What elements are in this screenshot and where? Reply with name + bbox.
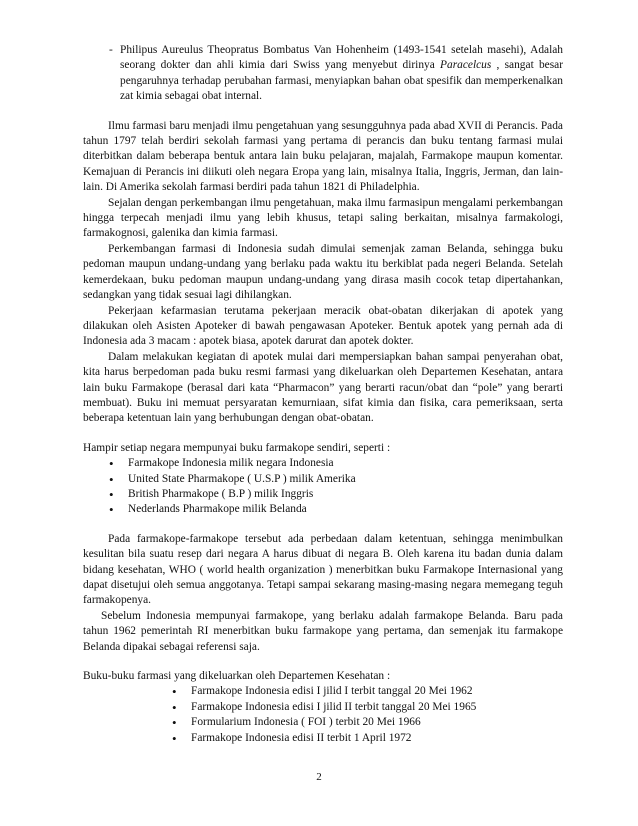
paragraph-pharmacopoeia: Dalam melakukan kegiatan di apotek mulai dari mempersiapkan bahan sampai penyerahan obat, kita harus berpedoman pada buku resmi farmasi yang dikeluarkan oleh Departemen Kesehatan, antara lain buku Farmakope (berasal dari kata “Pharmacon” yang berarti racun/obat dan “pole” yang berarti membuat). Buku ini memuat persyaratan kemurniaan, sifat kimia dan fisika, cara pemeriksaan, serta beberapa ketentuan lain yang berhubungan dengan obat-obatan. xyxy=(83,350,563,425)
paragraph-depkes-intro: Buku-buku farmasi yang dikeluarkan oleh Departemen Kesehatan : xyxy=(83,670,391,683)
paragraph-countries-intro: Hampir setiap negara mempunyai buku farmakope sendiri, seperti : xyxy=(83,441,391,454)
dash-marker: - xyxy=(109,44,113,56)
depkes-book-list xyxy=(83,684,563,746)
country-pharmacopoeia-list xyxy=(83,456,563,518)
paragraph-dutch-pharmacopoeia: Sebelum Indonesia mempunyai farmakope, yang berlaku adalah farmakope Belanda. Baru pada tahun 1962 pemerintah RI menerbitkan buku farmakope yang pertama, dan semenjak itu farmakope Belanda dipakai sebagai referensi saja. xyxy=(83,609,563,653)
page-content xyxy=(83,43,563,746)
list-item: • Farmakope Indonesia edisi I jilid I terbit tanggal 20 Mei 1962 xyxy=(83,684,563,699)
list-item: • British Pharmakope ( B.P ) milik Inggris xyxy=(83,487,563,502)
paragraph-history-france: Ilmu farmasi baru menjadi ilmu pengetahuan yang sesungguhnya pada abad XVII di Perancis. Pada tahun 1797 telah berdiri sekolah farmasi yang pertama di perancis dan buku tentang farmasi mulai diterbitkan dalam beberapa bentuk antara lain buku pelajaran, majalah, Farmakope maupun komentar. Kemajuan di Perancis ini diikuti oleh negara Eropa yang lain, misalnya Italia, Inggris, Jerman, dan lain-lain. Di Amerika sekolah farmasi berdiri pada tahun 1821 di Philadelphia. xyxy=(83,119,563,194)
list-item: • Farmakope Indonesia edisi I jilid II terbit tanggal 20 Mei 1965 xyxy=(83,700,563,715)
paracelsus-item xyxy=(83,43,563,105)
paragraph-pharmacy-work: Pekerjaan kefarmasian terutama pekerjaan meracik obat-obatan dikerjakan di apotek yang dilakukan oleh Asisten Apoteker di bawah pengawasan Apoteker. Bentuk apotek yang pernah ada di Indonesia ada 3 macam : apotek biasa, apotek darurat dan apotek dokter. xyxy=(83,304,563,348)
list-item: • Farmakope Indonesia edisi II terbit 1 April 1972 xyxy=(83,731,563,746)
paragraph-indonesia: Perkembangan farmasi di Indonesia sudah dimulai semenjak zaman Belanda, sehingga buku pedoman maupun undang-undang yang berlaku pada waktu itu berkiblat pada negeri Belanda. Setelah kemerdekaan, buku pedoman maupun undang-undang yang dirasa masih cocok tetap dipertahankan, sedangkan yang tidak sesuai lagi dihilangkan. xyxy=(83,242,563,302)
list-item: • Farmakope Indonesia milik negara Indonesia xyxy=(83,456,563,471)
paragraph-who: Pada farmakope-farmakope tersebut ada perbedaan dalam ketentuan, sehingga menimbulkan kesulitan bila suatu resep dari negara A harus dibuat di negara B. Oleh karena itu badan dunia dalam bidang kesehatan, WHO ( world health organization ) menerbitkan buku Farmakope Internasional yang dapat disetujui oleh semua anggotanya. Tetapi sampai sekarang masing-masing negara memegang teguh farmakopenya. xyxy=(83,532,563,607)
paragraph-development: Sejalan dengan perkembangan ilmu pengetahuan, maka ilmu farmasipun mengalami perkembangan hingga terpecah menjadi ilmu yang lebih khusus, tetapi saling berkaitan, misalnya farmakologi, farmakognosi, galenika dan kimia farmasi. xyxy=(83,196,563,240)
paracelsus-text: Philipus Aureulus Theopratus Bombatus Van Hohenheim (1493-1541 setelah masehi), Adalah seorang dokter dan ahli kimia dari Swiss yang menyebut dirinya xyxy=(120,44,563,72)
page-number: 2 xyxy=(316,771,322,783)
paracelsus-text-end: , sangat besar pengaruhnya terhadap perubahan farmasi, menyiapkan bahan obat spesifik dan memperkenalkan zat kimia sebagai obat internal. xyxy=(120,59,564,103)
list-item: • Formularium Indonesia ( FOI ) terbit 20 Mei 1966 xyxy=(83,715,563,730)
list-item: • Nederlands Pharmakope milik Belanda xyxy=(83,502,563,517)
list-item: • United State Pharmakope ( U.S.P ) milik Amerika xyxy=(83,472,563,487)
paracelsus-name: Paracelcus xyxy=(440,59,492,72)
